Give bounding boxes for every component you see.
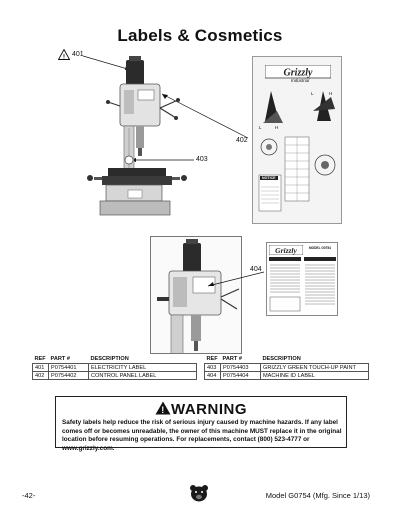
grizzly-bear-logo-icon: [189, 484, 209, 502]
speed-letter-l-left: L: [259, 125, 262, 130]
warning-text: Safety labels help reduce the risk of serious injury caused by machine hazards. If any label comes off or becomes unreadable, the owner of this machine MUST replace it in the original location before resuming operations. For replacements, contact (800) 523-4777 or www.grizzly.com.: [62, 419, 342, 452]
speed-range-diagram: [257, 87, 339, 129]
warning-box: [55, 396, 347, 452]
cell-ref: 401: [33, 364, 49, 372]
cell-description: MACHINE ID LABEL: [261, 372, 369, 380]
svg-text:Grizzly: Grizzly: [275, 246, 297, 255]
warning-heading-row: [56, 401, 346, 418]
warning-heading: WARNING: [171, 401, 247, 418]
cell-ref: 404: [205, 372, 221, 380]
cell-part-number: P0754402: [49, 372, 89, 380]
header-ref: REF: [34, 356, 46, 362]
cell-description: CONTROL PANEL LABEL: [89, 372, 197, 380]
header-part-number: PART #: [222, 356, 242, 362]
cell-part-number: P0754404: [221, 372, 261, 380]
callout-401: 401: [72, 51, 84, 58]
svg-text:Grizzly: Grizzly: [283, 67, 313, 79]
cell-description: ELECTRICITY LABEL: [89, 364, 197, 372]
parts-table-right: [204, 356, 369, 380]
callout-401-marker: [58, 49, 70, 60]
header-description: DESCRIPTION: [262, 356, 301, 362]
cell-description: GRIZZLY GREEN TOUCH-UP PAINT: [261, 364, 369, 372]
model-footer: Model G0754 (Mfg. Since 1/13): [265, 491, 370, 500]
leader-line-404: [206, 270, 266, 290]
header-part-number: PART #: [50, 356, 70, 362]
id-label-model: MODEL G0754: [309, 246, 331, 250]
cell-ref: 402: [33, 372, 49, 380]
speed-letter-h-right: H: [329, 91, 333, 96]
warning-triangle-icon: [155, 401, 171, 415]
id-label-spec-lines: [269, 257, 337, 315]
header-ref: REF: [206, 356, 218, 362]
speed-letter-h-left: H: [275, 125, 279, 130]
mill-drill-head-image: [150, 236, 242, 354]
speed-letter-l-right: L: [311, 91, 314, 96]
header-description: DESCRIPTION: [90, 356, 129, 362]
parts-table-left: [32, 356, 197, 380]
notice-title: NOTICE: [262, 176, 276, 180]
cell-part-number: P0754401: [49, 364, 89, 372]
callout-403: 403: [196, 156, 208, 163]
svg-text:!: !: [63, 54, 65, 60]
cell-ref: 403: [205, 364, 221, 372]
page-title: Labels & Cosmetics: [117, 26, 283, 45]
grizzly-id-logo-icon: [269, 245, 303, 255]
table-row: [33, 372, 197, 380]
cell-part-number: P0754403: [221, 364, 261, 372]
control-panel-label-image: [252, 56, 342, 224]
table-row: [205, 364, 369, 372]
table-row: [205, 372, 369, 380]
callout-404: 404: [250, 266, 262, 273]
mill-drill-machine-image: [78, 56, 188, 221]
page-number: -42-: [22, 491, 36, 500]
callout-402: 402: [236, 137, 248, 144]
machine-id-label-image: [266, 242, 338, 316]
table-row: [33, 364, 197, 372]
label-panel-brand-sub: Industrial: [291, 78, 310, 83]
svg-text:!: !: [161, 405, 165, 415]
